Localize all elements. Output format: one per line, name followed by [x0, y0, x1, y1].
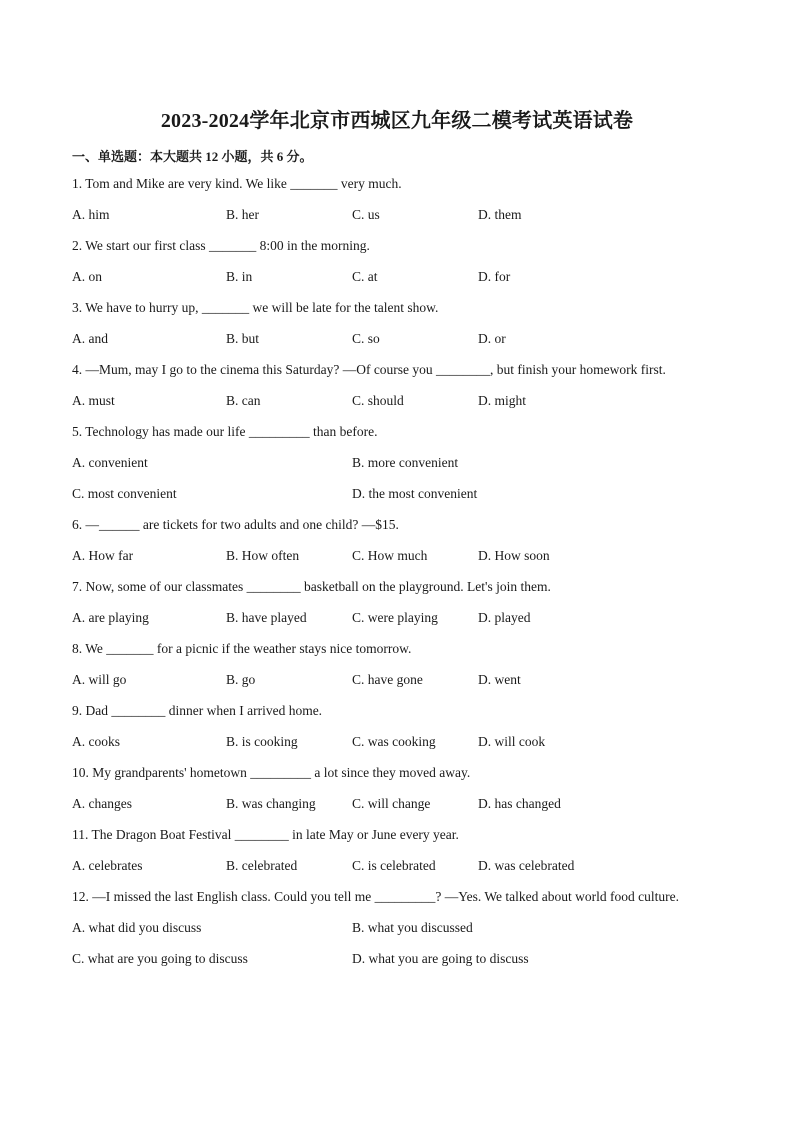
answer-option[interactable]: B. go — [226, 672, 256, 687]
answer-option[interactable]: A. How far — [72, 548, 134, 563]
question-stem: 6. —______ are tickets for two adults and one child? —$15. — [72, 517, 399, 532]
question-stem: 10. My grandparents' hometown _________ a lot since they moved away. — [72, 765, 471, 780]
answer-option[interactable]: B. what you discussed — [352, 920, 473, 935]
question-stem: 3. We have to hurry up, _______ we will be late for the talent show. — [72, 300, 439, 315]
answer-option[interactable]: C. us — [352, 207, 380, 222]
answer-option[interactable]: B. but — [226, 331, 260, 346]
answer-option[interactable]: C. were playing — [352, 610, 438, 625]
question-stem: 7. Now, some of our classmates ________ basketball on the playground. Let's join them. — [72, 579, 551, 594]
question-stem: 5. Technology has made our life _________ than before. — [72, 424, 378, 439]
answer-option[interactable]: B. is cooking — [226, 734, 298, 749]
answer-option[interactable]: D. what you are going to discuss — [352, 951, 529, 966]
answer-option[interactable]: D. How soon — [478, 548, 550, 563]
answer-option[interactable]: D. was celebrated — [478, 858, 575, 873]
question-stem: 1. Tom and Mike are very kind. We like _______ very much. — [72, 176, 402, 191]
question-stem: 9. Dad ________ dinner when I arrived home. — [72, 703, 323, 718]
answer-option[interactable]: B. her — [226, 207, 259, 222]
answer-option[interactable]: A. changes — [72, 796, 132, 811]
answer-option[interactable]: A. and — [72, 331, 108, 346]
answer-option[interactable]: D. will cook — [478, 734, 546, 749]
question-stem: 4. —Mum, may I go to the cinema this Saturday? —Of course you ________, but finish your homework first. — [72, 362, 666, 377]
answer-option[interactable]: A. are playing — [72, 610, 149, 625]
answer-option[interactable]: B. have played — [226, 610, 307, 625]
answer-option[interactable]: C. most convenient — [72, 486, 177, 501]
answer-option[interactable]: B. in — [226, 269, 253, 284]
page-title: 2023-2024学年北京市西城区九年级二模考试英语试卷 — [160, 110, 634, 132]
answer-option[interactable]: A. must — [72, 393, 115, 408]
answer-option[interactable]: A. convenient — [72, 455, 148, 470]
answer-option[interactable]: D. went — [478, 672, 521, 687]
answer-option[interactable]: C. How much — [352, 548, 428, 563]
answer-option[interactable]: C. at — [352, 269, 378, 284]
section-heading: 一、单选题：本大题共 12 小题，共 6 分。 — [72, 149, 313, 164]
answer-option[interactable]: B. How often — [226, 548, 300, 563]
answer-option[interactable]: D. or — [478, 331, 506, 346]
answer-option[interactable]: A. on — [72, 269, 102, 284]
answer-option[interactable]: B. more convenient — [352, 455, 459, 470]
answer-option[interactable]: D. played — [478, 610, 531, 625]
answer-option[interactable]: D. has changed — [478, 796, 561, 811]
answer-option[interactable]: B. can — [226, 393, 261, 408]
answer-option[interactable]: D. them — [478, 207, 522, 222]
question-stem: 11. The Dragon Boat Festival ________ in late May or June every year. — [72, 827, 459, 842]
answer-option[interactable]: D. for — [478, 269, 511, 284]
answer-option[interactable]: C. so — [352, 331, 380, 346]
answer-option[interactable]: B. celebrated — [226, 858, 298, 873]
answer-option[interactable]: A. him — [72, 207, 110, 222]
answer-option[interactable]: A. celebrates — [72, 858, 143, 873]
question-stem: 12. —I missed the last English class. Could you tell me _________? —Yes. We talked about world food culture. — [72, 889, 679, 904]
answer-option[interactable]: C. what are you going to discuss — [72, 951, 248, 966]
answer-option[interactable]: A. cooks — [72, 734, 120, 749]
answer-option[interactable]: A. what did you discuss — [72, 920, 202, 935]
answer-option[interactable]: C. have gone — [352, 672, 423, 687]
answer-option[interactable]: D. might — [478, 393, 527, 408]
question-stem: 2. We start our first class _______ 8:00 in the morning. — [72, 238, 370, 253]
answer-option[interactable]: A. will go — [72, 672, 127, 687]
answer-option[interactable]: C. will change — [352, 796, 431, 811]
answer-option[interactable]: C. was cooking — [352, 734, 436, 749]
answer-option[interactable]: B. was changing — [226, 796, 316, 811]
question-stem: 8. We _______ for a picnic if the weather stays nice tomorrow. — [72, 641, 412, 656]
answer-option[interactable]: C. is celebrated — [352, 858, 436, 873]
answer-option[interactable]: D. the most convenient — [352, 486, 478, 501]
answer-option[interactable]: C. should — [352, 393, 404, 408]
